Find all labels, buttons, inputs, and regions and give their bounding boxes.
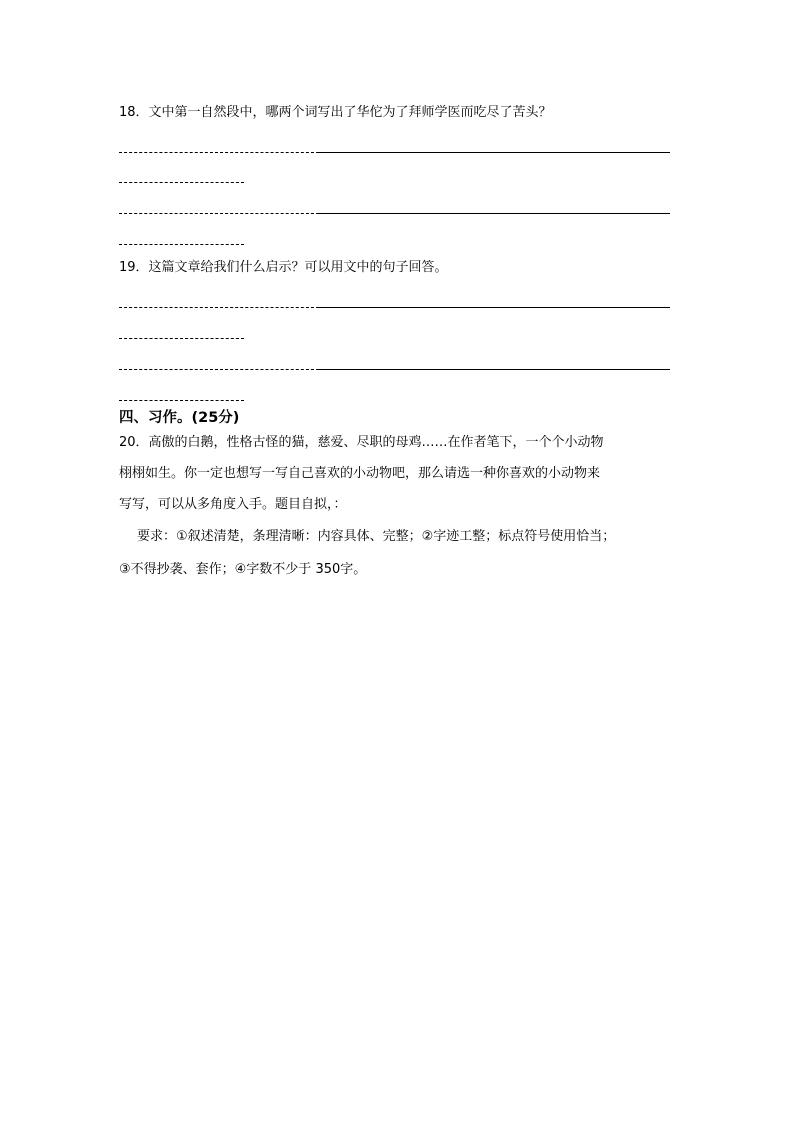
answer-line-short	[119, 182, 244, 183]
writing-prompt-line-1: 20．高傲的白鹅，性格古怪的猫，慈爱、尽职的母鸡……在作者笔下，一个个小动物	[119, 435, 604, 450]
question-18-text: 18．文中第一自然段中，哪两个词写出了华佗为了拜师学医而吃尽了苦头？	[119, 105, 552, 120]
answer-line-long	[119, 213, 670, 214]
answer-line-short	[119, 244, 244, 245]
answer-line-long	[119, 369, 670, 370]
section-4-title: 四、习作。(25分)	[119, 410, 240, 426]
writing-requirements-line-2: ③不得抄袭、套作；④字数不少于 350字。	[119, 562, 367, 577]
answer-line-short	[119, 338, 244, 339]
answer-line-long	[119, 152, 670, 153]
answer-line-dashed-segment	[119, 369, 319, 370]
answer-line-short	[119, 400, 244, 401]
answer-line-dashed-segment	[119, 307, 319, 308]
answer-line-dashed-segment	[119, 213, 319, 214]
writing-prompt-line-3: 写写，可以从多角度入手。题目自拟，：	[119, 497, 347, 512]
question-19-text: 19．这篇文章给我们什么启示？可以用文中的句子回答。	[119, 260, 448, 275]
writing-prompt-line-2: 栩栩如生。你一定也想写一写自己喜欢的小动物吧，那么请选一种你喜欢的小动物来	[119, 466, 601, 481]
answer-line-long	[119, 307, 670, 308]
writing-requirements-line-1: 要求：①叙述清楚，条理清晰：内容具体、完整；②字迹工整；标点符号使用恰当；	[137, 529, 616, 544]
answer-line-dashed-segment	[119, 152, 319, 153]
